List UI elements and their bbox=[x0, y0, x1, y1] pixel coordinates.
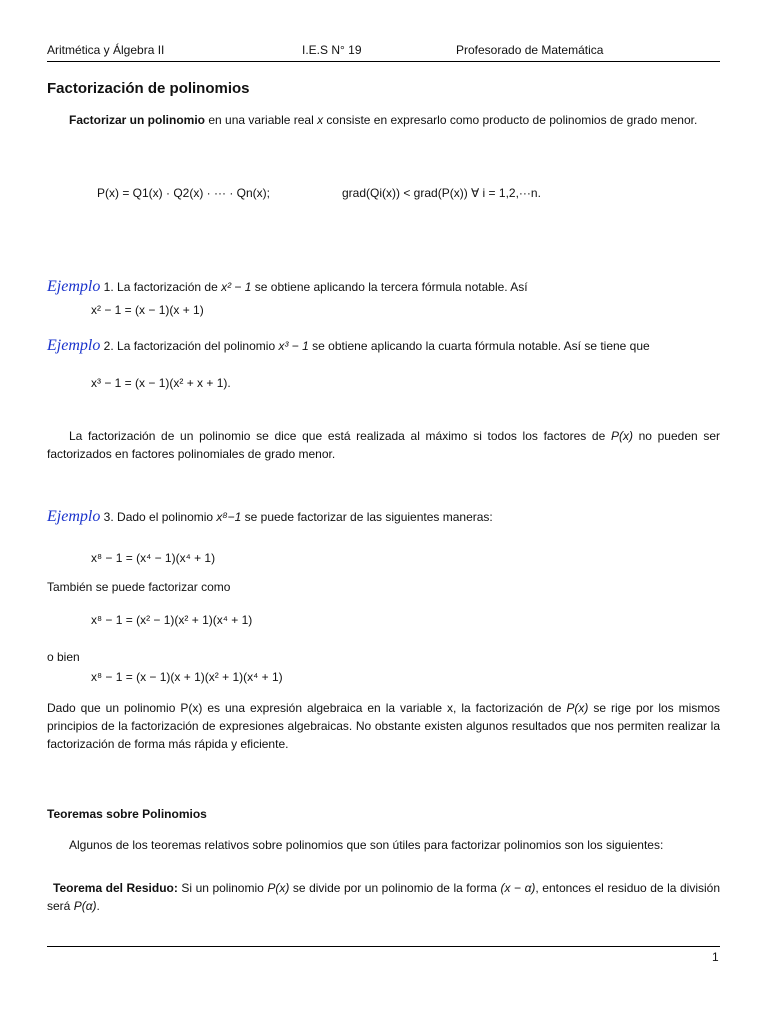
example-2-equation: x³ − 1 = (x − 1)(x² + x + 1). bbox=[91, 376, 231, 390]
residue-text: Si un polinomio bbox=[177, 881, 268, 895]
example-3-equation-2: x⁸ − 1 = (x² − 1)(x² + 1)(x⁴ + 1) bbox=[91, 613, 253, 627]
example-text: . Dado el polinomio bbox=[110, 510, 217, 524]
residue-text: . bbox=[96, 899, 100, 913]
example-expr: x³ − 1 bbox=[278, 339, 309, 353]
example-text: . La factorización del polinomio bbox=[110, 339, 279, 353]
residue-theorem bbox=[47, 879, 720, 915]
intro-paragraph bbox=[47, 111, 720, 129]
example-3-equation-1: x⁸ − 1 = (x⁴ − 1)(x⁴ + 1) bbox=[91, 551, 216, 565]
maximal-text: no pueden ser factorizados en factores polinomiales de grado menor. bbox=[47, 429, 720, 461]
example-number: 1 bbox=[103, 280, 111, 294]
intro-text-a: en una variable real bbox=[205, 113, 318, 127]
principles-px: P(x) bbox=[566, 701, 589, 715]
residue-text: , entonces el residuo de la división será bbox=[47, 881, 721, 913]
principles-paragraph bbox=[47, 699, 720, 753]
residue-title: Teorema del Residuo: bbox=[53, 881, 178, 895]
residue-text: se divide por un polinomio de la forma bbox=[289, 881, 501, 895]
theorems-heading: Teoremas sobre Polinomios bbox=[47, 807, 207, 821]
or-text: o bien bbox=[47, 650, 80, 664]
example-text: . La factorización de bbox=[110, 280, 222, 294]
example-expr: x⁸−1 bbox=[216, 510, 242, 524]
example-text: se obtiene aplicando la tercera fórmula notable. Así bbox=[251, 280, 528, 294]
example-3 bbox=[47, 508, 493, 526]
header-course: Aritmética y Álgebra II bbox=[47, 43, 165, 57]
principles-text: se rige por los mismos principios de la factorización de expresiones algebraicas. No obstante existen algunos resultados que nos permiten realizar la factorización de forma más rápida y eficiente. bbox=[47, 701, 720, 751]
header-rule bbox=[47, 61, 720, 62]
example-label: Ejemplo bbox=[47, 278, 101, 295]
example-number: 3 bbox=[103, 510, 111, 524]
theorems-intro: Algunos de los teoremas relativos sobre polinomios que son útiles para factorizar polinomios son los siguientes: bbox=[69, 838, 664, 852]
formula-condition: grad(Qi(x)) < grad(P(x)) ∀ i = 1,2,···n. bbox=[342, 186, 541, 200]
example-number: 2 bbox=[103, 339, 111, 353]
example-text: se puede factorizar de las siguientes maneras: bbox=[241, 510, 493, 524]
footer-rule bbox=[47, 946, 720, 947]
maximal-text: La factorización de un polinomio se dice que está realizada al máximo si todos los factores de bbox=[69, 429, 611, 443]
example-label: Ejemplo bbox=[47, 337, 101, 354]
header-program: Profesorado de Matemática bbox=[456, 43, 604, 57]
example-label: Ejemplo bbox=[47, 508, 101, 525]
intro-term: Factorizar un polinomio bbox=[69, 113, 206, 127]
residue-divisor: (x − α) bbox=[500, 881, 536, 895]
maximal-paragraph bbox=[47, 427, 720, 463]
header-institution: I.E.S N° 19 bbox=[302, 43, 362, 57]
residue-pa: P(α) bbox=[73, 899, 97, 913]
example-1 bbox=[47, 278, 528, 296]
example-text: se obtiene aplicando la cuarta fórmula notable. Así se tiene que bbox=[308, 339, 650, 353]
also-text: También se puede factorizar como bbox=[47, 580, 231, 594]
intro-var: x bbox=[317, 113, 324, 127]
example-2 bbox=[47, 337, 650, 355]
maximal-px: P(x) bbox=[610, 429, 633, 443]
residue-px: P(x) bbox=[267, 881, 290, 895]
example-3-equation-3: x⁸ − 1 = (x − 1)(x + 1)(x² + 1)(x⁴ + 1) bbox=[91, 670, 283, 684]
principles-text: Dado que un polinomio P(x) es una expresión algebraica en la variable x, la factorización de bbox=[47, 701, 567, 715]
example-1-equation: x² − 1 = (x − 1)(x + 1) bbox=[91, 303, 204, 317]
formula-product: P(x) = Q1(x) · Q2(x) · ··· · Qn(x); bbox=[97, 186, 270, 200]
intro-text-b: consiste en expresarlo como producto de polinomios de grado menor. bbox=[323, 113, 698, 127]
example-expr: x² − 1 bbox=[221, 280, 252, 294]
page-number: 1 bbox=[712, 950, 719, 964]
page-title: Factorización de polinomios bbox=[47, 80, 250, 97]
